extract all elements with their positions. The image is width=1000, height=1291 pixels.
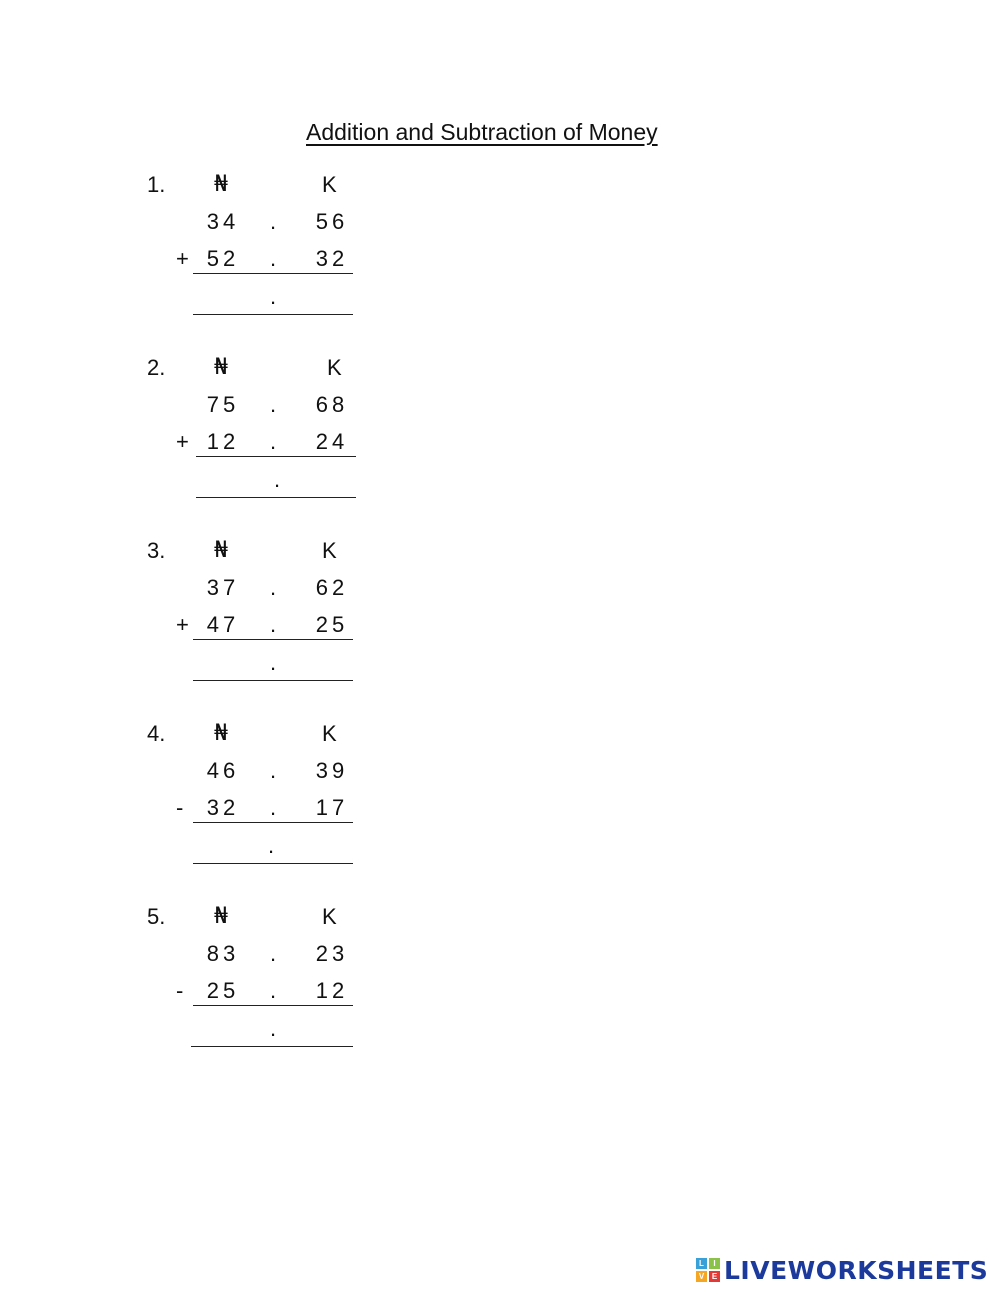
- decimal-point: .: [270, 575, 277, 600]
- top-kobo: 68: [315, 392, 349, 417]
- top-naira: 75: [206, 392, 240, 417]
- sum-rule: [193, 639, 353, 640]
- problem-number: 3.: [147, 538, 166, 563]
- operator: +: [176, 429, 189, 454]
- problem-1: [0, 172, 420, 352]
- bottom-naira: 25: [206, 978, 240, 1003]
- problem-3: [0, 538, 420, 718]
- worksheet-title: Addition and Subtraction of Money: [306, 119, 658, 145]
- difference-rule: [193, 1005, 353, 1006]
- answer-rule[interactable]: [196, 497, 356, 498]
- bottom-naira: 12: [206, 429, 240, 454]
- bottom-naira: 32: [206, 795, 240, 820]
- answer-rule[interactable]: [193, 680, 353, 681]
- naira-header: ₦: [214, 538, 228, 563]
- operator: -: [176, 978, 184, 1003]
- problem-number: 4.: [147, 721, 166, 746]
- top-naira: 46: [206, 758, 240, 783]
- decimal-point: .: [270, 978, 277, 1003]
- kobo-header: K: [322, 172, 337, 197]
- bottom-kobo: 12: [315, 978, 349, 1003]
- bottom-naira: 47: [206, 612, 240, 637]
- logo-letter: I: [709, 1258, 720, 1269]
- answer-rule[interactable]: [193, 863, 353, 864]
- naira-header: ₦: [214, 355, 228, 380]
- decimal-point: .: [270, 246, 277, 271]
- logo-letter: V: [696, 1271, 707, 1282]
- top-naira: 37: [206, 575, 240, 600]
- top-naira: 83: [206, 941, 240, 966]
- kobo-header: K: [322, 538, 337, 563]
- operator: +: [176, 612, 189, 637]
- bottom-kobo: 32: [315, 246, 349, 271]
- bottom-kobo: 24: [315, 429, 349, 454]
- problem-5: [0, 904, 420, 1084]
- naira-header: ₦: [214, 904, 228, 929]
- decimal-point: .: [270, 429, 277, 454]
- answer-decimal-point[interactable]: .: [270, 650, 277, 675]
- answer-decimal-point[interactable]: .: [268, 833, 275, 858]
- top-kobo: 56: [315, 209, 349, 234]
- operator: -: [176, 795, 184, 820]
- problem-number: 1.: [147, 172, 166, 197]
- problem-2: [0, 355, 420, 535]
- problem-number: 2.: [147, 355, 166, 380]
- answer-rule[interactable]: [191, 1046, 353, 1047]
- problem-number: 5.: [147, 904, 166, 929]
- answer-decimal-point[interactable]: .: [274, 467, 281, 492]
- liveworksheets-brand[interactable]: [696, 1253, 988, 1287]
- decimal-point: .: [270, 758, 277, 783]
- top-naira: 34: [206, 209, 240, 234]
- logo-letter: L: [696, 1258, 707, 1269]
- sum-rule: [196, 456, 356, 457]
- answer-decimal-point[interactable]: .: [270, 284, 277, 309]
- top-kobo: 62: [315, 575, 349, 600]
- top-kobo: 23: [315, 941, 349, 966]
- top-kobo: 39: [315, 758, 349, 783]
- difference-rule: [193, 822, 353, 823]
- decimal-point: .: [270, 612, 277, 637]
- answer-decimal-point[interactable]: .: [270, 1016, 277, 1041]
- logo-letter: E: [709, 1271, 720, 1282]
- bottom-kobo: 25: [315, 612, 349, 637]
- answer-rule[interactable]: [193, 314, 353, 315]
- problem-4: [0, 721, 420, 901]
- decimal-point: .: [270, 209, 277, 234]
- operator: +: [176, 246, 189, 271]
- liveworksheets-logo-icon: [696, 1258, 720, 1282]
- kobo-header: K: [322, 721, 337, 746]
- kobo-header: K: [327, 355, 342, 380]
- naira-header: ₦: [214, 172, 228, 197]
- decimal-point: .: [270, 941, 277, 966]
- kobo-header: K: [322, 904, 337, 929]
- sum-rule: [193, 273, 353, 274]
- brand-name: LIVEWORKSHEETS: [724, 1255, 989, 1285]
- naira-header: ₦: [214, 721, 228, 746]
- decimal-point: .: [270, 392, 277, 417]
- bottom-kobo: 17: [315, 795, 349, 820]
- decimal-point: .: [270, 795, 277, 820]
- bottom-naira: 52: [206, 246, 240, 271]
